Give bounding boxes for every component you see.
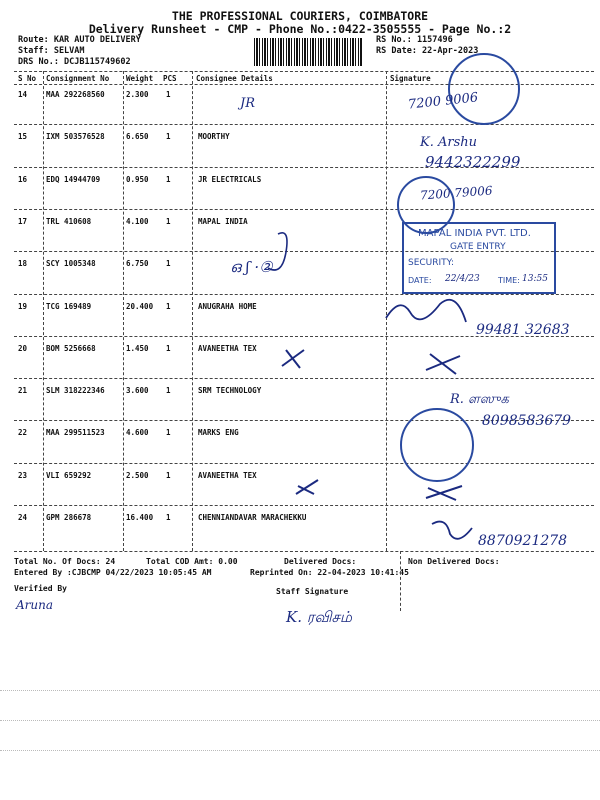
stamp-time-value: 13:55 — [522, 274, 548, 284]
delivered-docs: Delivered Docs: — [284, 557, 357, 566]
signature-row-14: 7200 9006 — [407, 90, 479, 113]
staff-signature: K. ரவிசம் — [286, 608, 352, 626]
phone-row-15: 9442322299 — [425, 153, 521, 171]
handwritten-row-18: ഒ ʃ ·② — [230, 258, 273, 276]
row-weight: 20.400 — [126, 301, 154, 311]
row-sno: 15 — [18, 132, 28, 142]
row-pcs: 1 — [166, 174, 171, 184]
col-header-consignment: Consignment No — [46, 74, 110, 83]
row-consignee: JR ELECTRICALS — [198, 174, 262, 184]
row-consignment-no: VLI 659292 — [46, 470, 92, 480]
col-header-consignee: Consignee Details — [196, 74, 273, 83]
row-consignee: MOORTHY — [198, 132, 230, 142]
row-weight: 1.450 — [126, 343, 149, 353]
row-pcs: 1 — [166, 513, 171, 522]
route-label: Route: KAR AUTO DELIVERY — [18, 35, 141, 45]
cross-mark-sig-20 — [426, 354, 460, 374]
row-sno: 24 — [18, 513, 28, 522]
scan-line-3 — [0, 750, 600, 751]
signature-row-16: 7200 79006 — [419, 183, 493, 203]
total-cod: Total COD Amt: 0.00 — [146, 557, 238, 566]
row-consignee: SRM TECHNOLOGY — [198, 386, 262, 396]
verified-by-label: Verified By — [14, 584, 67, 593]
gate-stamp-security: SECURITY: — [408, 258, 455, 268]
col-header-sno: S No — [18, 74, 37, 83]
row-consignment-no: IXM 503576528 — [46, 132, 105, 142]
runsheet-title: THE PROFESSIONAL COURIERS, COIMBATORE — [171, 9, 429, 23]
runsheet-subtitle: Delivery Runsheet - CMP - Phone No.:0422-3505555 - Page No.:2 — [88, 22, 512, 36]
row-pcs: 1 — [166, 259, 171, 269]
entered-by: Entered By :CJBCMP 04/22/2023 10:05:45 AM — [14, 568, 212, 577]
row-weight: 2.300 — [126, 90, 149, 99]
row-sno: 20 — [18, 343, 28, 353]
cross-mark-sig-23 — [426, 486, 462, 500]
gate-stamp-company: MAPAL INDIA PVT. LTD. — [418, 228, 531, 239]
scribble-row-17 — [268, 233, 287, 270]
row-pcs: 1 — [166, 90, 171, 99]
scan-line-1 — [0, 690, 600, 691]
gate-stamp-time-label: TIME: — [498, 276, 520, 285]
row-sno: 19 — [18, 301, 28, 311]
stamp-date-value: 22/4/23 — [445, 274, 480, 284]
row-weight: 6.750 — [126, 259, 149, 269]
row-sno: 14 — [18, 90, 28, 99]
row-sno: 22 — [18, 428, 28, 438]
gate-stamp-title: GATE ENTRY — [450, 242, 506, 252]
col-header-signature: Signature — [390, 74, 431, 83]
row-weight: 2.500 — [126, 470, 149, 480]
row-consignment-no: EDQ 14944709 — [46, 174, 101, 184]
phone-row-24: 8870921278 — [478, 533, 568, 549]
rs-number: RS No.: 1157496 — [376, 35, 453, 45]
handwritten-jr: JR — [240, 96, 255, 111]
row-consignment-no: SCY 1005348 — [46, 259, 96, 269]
row-pcs: 1 — [166, 428, 171, 438]
staff-signature-label: Staff Signature — [276, 587, 349, 596]
scan-line-2 — [0, 720, 600, 721]
row-sno: 16 — [18, 174, 28, 184]
row-weight: 4.600 — [126, 428, 149, 438]
gate-stamp-date-label: DATE: — [408, 276, 432, 285]
row-consignment-no: MAA 299511523 — [46, 428, 105, 438]
phone-row-21: 8098583679 — [482, 413, 572, 429]
signature-row-15: K. Arshu — [420, 135, 477, 150]
rs-date: RS Date: 22-Apr-2023 — [376, 46, 479, 56]
row-consignment-no: MAA 292268560 — [46, 90, 105, 99]
row-consignment-no: BOM 5256668 — [46, 343, 96, 353]
row-pcs: 1 — [166, 470, 171, 480]
row-consignee: MAPAL INDIA — [198, 216, 248, 226]
phone-row-19: 99481 32683 — [476, 322, 570, 338]
row-consignment-no: TRL 410608 — [46, 216, 92, 226]
row-pcs: 1 — [166, 386, 171, 396]
row-pcs: 1 — [166, 216, 171, 226]
signature-scribble-row-19 — [386, 300, 466, 322]
col-header-pcs: PCS — [163, 74, 177, 83]
row-consignment-no: SLM 318222346 — [46, 386, 105, 396]
row-consignee: AVANEETHA TEX — [198, 343, 257, 353]
row-weight: 3.600 — [126, 386, 149, 396]
staff-label: Staff: SELVAM — [18, 46, 85, 56]
col-header-weight: Weight — [126, 74, 154, 83]
reprinted-on: Reprinted On: 22-04-2023 10:41:45 — [250, 568, 409, 577]
row-pcs: 1 — [166, 132, 171, 142]
drs-number: DRS No.: DCJB115749602 — [18, 57, 131, 67]
row-consignee: CHENNIANDAVAR MARACHEKKU — [198, 513, 307, 522]
signature-row-21: R. ளஸுக — [450, 392, 509, 407]
row-weight: 0.950 — [126, 174, 149, 184]
row-pcs: 1 — [166, 301, 171, 311]
row-sno: 17 — [18, 216, 28, 226]
row-consignment-no: GPM 286678 — [46, 513, 92, 522]
row-consignee: MARKS ENG — [198, 428, 239, 438]
signature-scribble-row-24 — [432, 522, 472, 539]
row-sno: 18 — [18, 259, 28, 269]
row-consignee: AVANEETHA TEX — [198, 470, 257, 480]
non-delivered-docs: Non Delivered Docs: — [408, 557, 500, 566]
cross-mark-row-23 — [296, 480, 318, 494]
row-consignee: ANUGRAHA HOME — [198, 301, 257, 311]
row-weight: 4.100 — [126, 216, 149, 226]
verified-signature: Aruna — [16, 598, 54, 612]
total-docs: Total No. Of Docs: 24 — [14, 557, 116, 566]
row-consignment-no: TCG 169489 — [46, 301, 92, 311]
cross-mark-row-20 — [282, 350, 304, 368]
row-sno: 23 — [18, 470, 28, 480]
row-weight: 16.400 — [126, 513, 154, 522]
row-sno: 21 — [18, 386, 28, 396]
row-weight: 6.650 — [126, 132, 149, 142]
row-pcs: 1 — [166, 343, 171, 353]
